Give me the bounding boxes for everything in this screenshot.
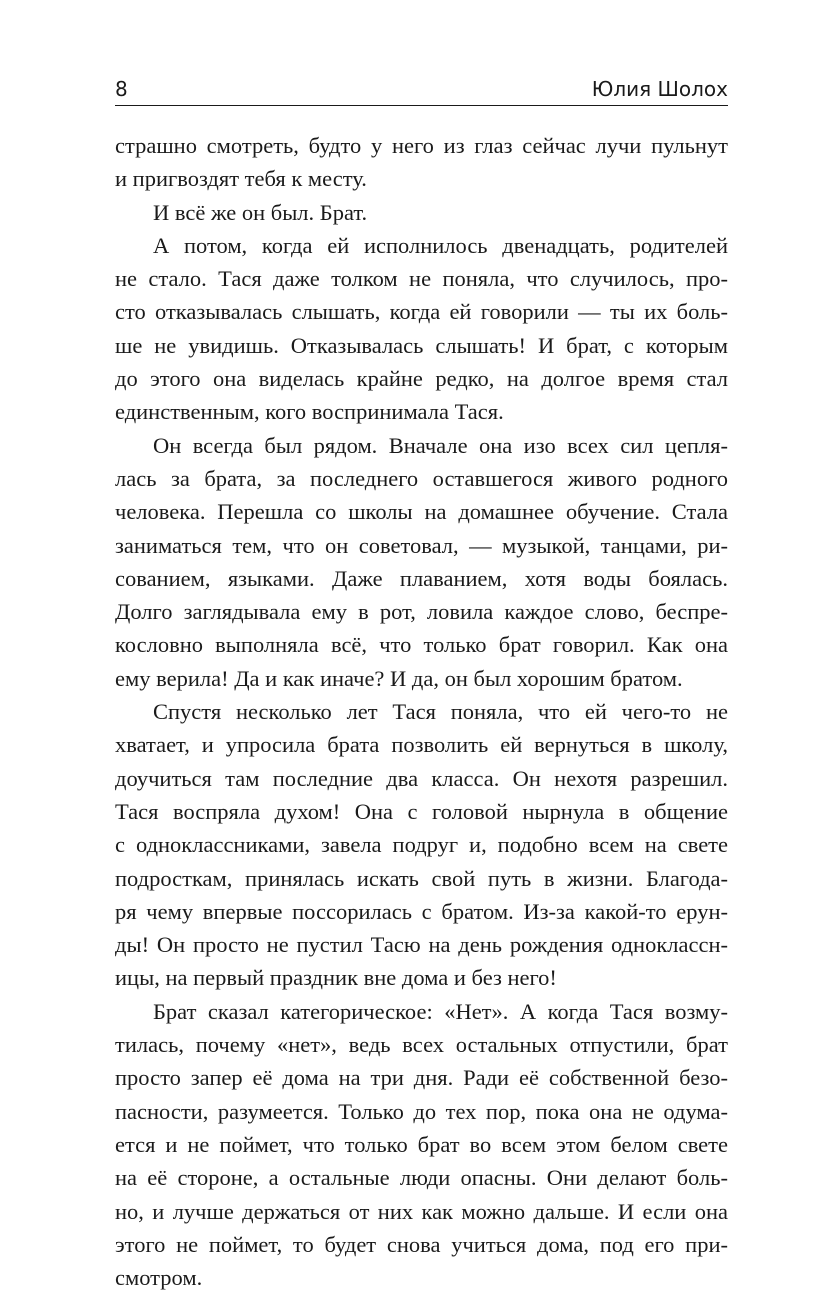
text-line: хватает, и упросила брата позволить ей вернуться в школу, [115,732,728,758]
header-rule [115,105,728,106]
text-line: единственным, кого воспринимала Тася. [115,399,504,425]
text-line: пасности, разумеется. Только до тех пор, пока она не одума- [115,1098,728,1124]
text-line: просто запер её дома на три дня. Ради её собственной безо- [115,1065,728,1091]
text-line: Брат сказал категорическое: «Нет». А когда Тася возму- [153,998,728,1024]
text-line: ицы, на первый праздник вне дома и без него! [115,965,557,991]
text-line: этого не поймет, то будет снова учиться дома, под его при- [115,1231,728,1257]
text-line: Спустя несколько лет Тася поняла, что ей чего-то не [153,699,728,725]
text-line: на её стороне, а остальные люди опасны. Они делают боль- [115,1165,728,1191]
text-line: и пригвоздят тебя к месту. [115,166,367,192]
text-line: ше не увидишь. Отказывалась слышать! И брат, с которым [115,332,728,358]
text-line: сто отказывалась слышать, когда ей говорили — ты их боль- [115,299,728,325]
text-line: с одноклассниками, завела подруг и, подобно всем на свете [115,832,728,858]
text-line: тилась, почему «нет», ведь всех остальных отпустили, брат [115,1032,728,1058]
text-line: смотром. [115,1265,203,1291]
text-line: сованием, языками. Даже плаванием, хотя воды боялась. [115,565,728,591]
running-head-author: Юлия Шолох [591,77,728,101]
page-header [115,74,728,104]
page-number: 8 [115,77,128,101]
text-line: не стало. Тася даже толком не поняла, что случилось, про- [115,266,728,292]
text-line: до этого она виделась крайне редко, на долгое время стал [115,366,728,392]
text-line: доучиться там последние два класса. Он нехотя разрешил. [115,765,728,791]
text-line: Долго заглядывала ему в рот, ловила каждое слово, беспре- [115,599,728,625]
text-line: но, и лучше держаться от них как можно дальше. И если она [115,1198,728,1224]
text-line: ется и не поймет, что только брат во всем этом белом свете [115,1131,728,1157]
text-line: И всё же он был. Брат. [153,199,368,225]
text-line: лась за брата, за последнего оставшегося живого родного [115,465,728,491]
text-line: Тася воспряла духом! Она с головой нырнула в общение [115,798,728,824]
text-line: А потом, когда ей исполнилось двенадцать, родителей [153,232,728,258]
body-text [115,129,728,1294]
text-line: человека. Перешла со школы на домашнее обучение. Стала [115,499,728,525]
text-line: ему верила! Да и как иначе? И да, он был хорошим братом. [115,665,683,691]
text-line: Он всегда был рядом. Вначале она изо всех сил цепля- [153,432,728,458]
text-line: кословно выполняла всё, что только брат говорил. Как она [115,632,728,658]
text-line: ды! Он просто не пустил Тасю на день рождения одноклассн- [115,932,728,958]
text-line: ря чему впервые поссорилась с братом. Из-за какой-то ерун- [115,898,728,924]
text-line: заниматься тем, что он советовал, — музыкой, танцами, ри- [115,532,728,558]
text-line: подросткам, принялась искать свой путь в жизни. Благода- [115,865,728,891]
text-line: страшно смотреть, будто у него из глаз сейчас лучи пульнут [115,133,728,158]
